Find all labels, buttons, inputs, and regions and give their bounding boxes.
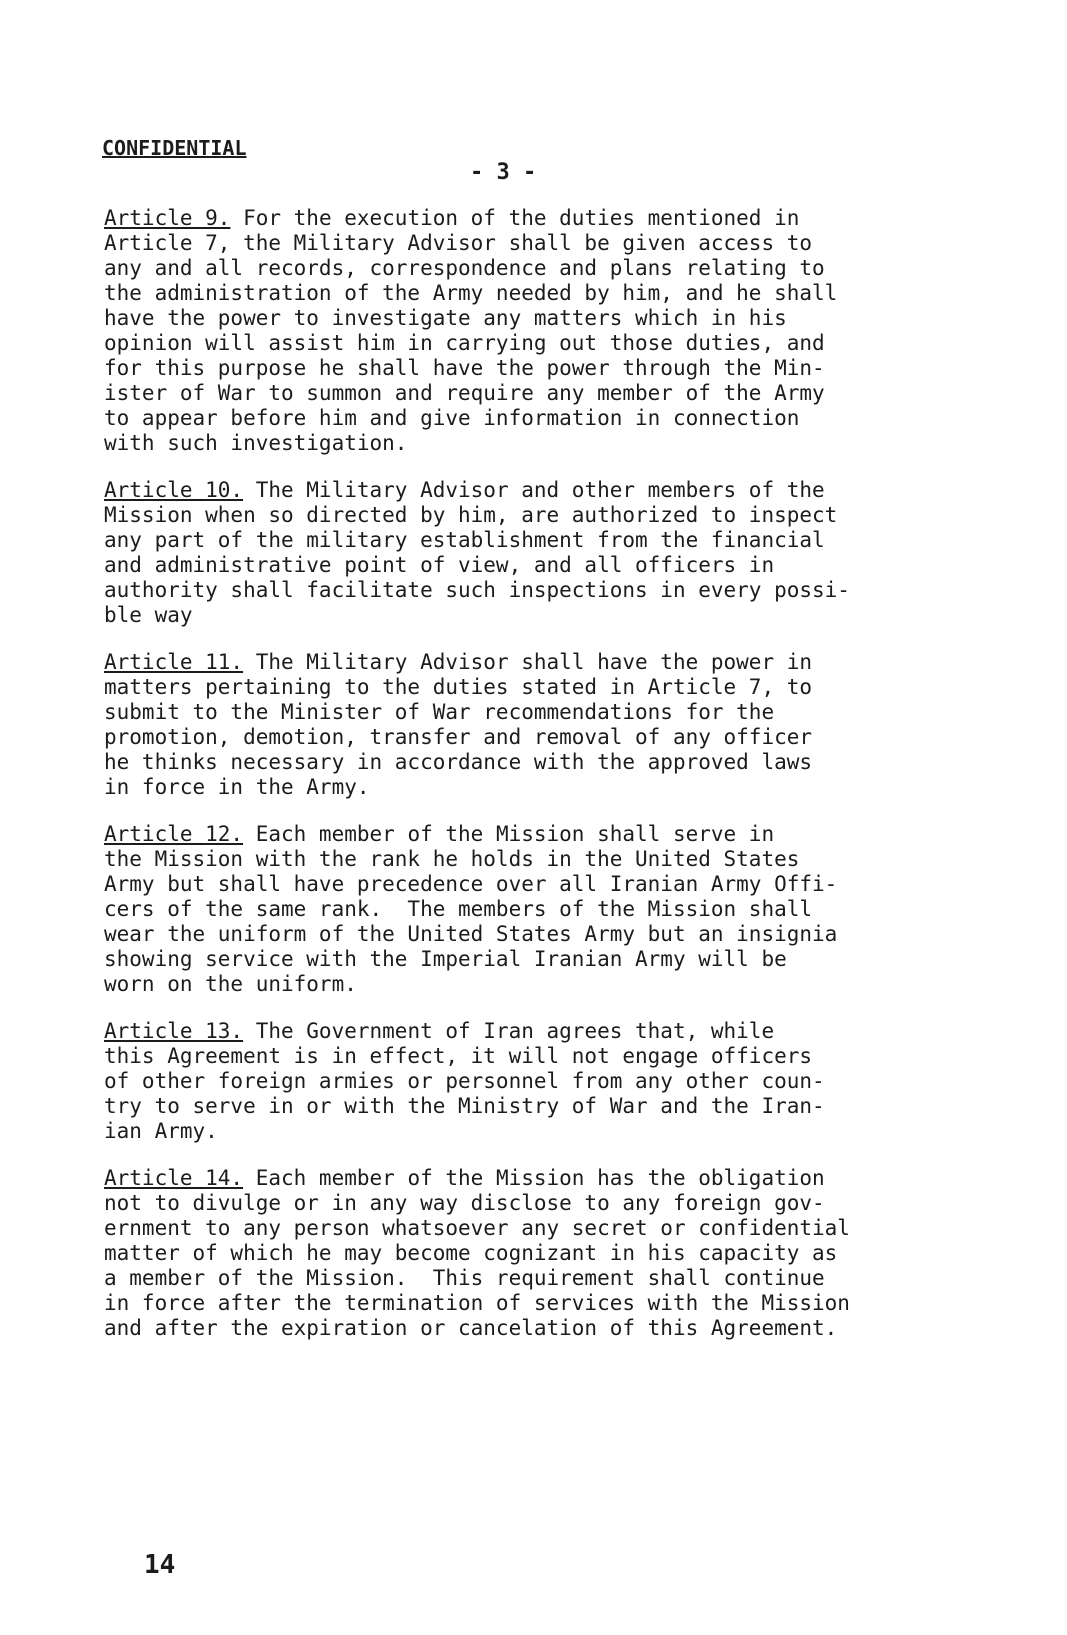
article-line: this Agreement is in effect, it will not engage officers bbox=[104, 1044, 813, 1068]
article-10 bbox=[104, 478, 1004, 628]
article-line bbox=[104, 478, 1004, 503]
article-line: not to divulge or in any way disclose to any foreign gov- bbox=[104, 1191, 825, 1215]
article-line: ian Army. bbox=[104, 1119, 218, 1143]
article-12 bbox=[104, 822, 1004, 997]
article-line: any and all records, correspondence and plans relating to bbox=[104, 256, 825, 280]
article-line bbox=[104, 206, 1004, 231]
article-line: the administration of the Army needed by him, and he shall bbox=[104, 281, 838, 305]
articles-section bbox=[104, 206, 1004, 1363]
article-line bbox=[104, 650, 1004, 675]
article-text: For the execution of the duties mentioned in bbox=[230, 206, 800, 230]
article-text: The Military Advisor shall have the power in bbox=[243, 650, 813, 674]
article-line: submit to the Minister of War recommendations for the bbox=[104, 700, 775, 724]
article-line: ernment to any person whatsoever any secret or confidential bbox=[104, 1216, 850, 1240]
article-heading: Article 10. bbox=[104, 478, 244, 502]
page-marker: - 3 - bbox=[470, 160, 537, 185]
article-line: ister of War to summon and require any member of the Army bbox=[104, 381, 825, 405]
article-line: of other foreign armies or personnel from any other coun- bbox=[104, 1069, 825, 1093]
page-number: 14 bbox=[144, 1550, 176, 1580]
article-line: showing service with the Imperial Iranian Army will be bbox=[104, 947, 787, 971]
article-line: ble way bbox=[104, 603, 193, 627]
article-line: to appear before him and give information in connection bbox=[104, 406, 800, 430]
article-line: try to serve in or with the Ministry of War and the Iran- bbox=[104, 1094, 825, 1118]
article-line: in force after the termination of services with the Mission bbox=[104, 1291, 850, 1315]
article-line bbox=[104, 1019, 1004, 1044]
article-11 bbox=[104, 650, 1004, 800]
article-14 bbox=[104, 1166, 1004, 1341]
article-heading: Article 13. bbox=[104, 1019, 244, 1043]
article-line: opinion will assist him in carrying out those duties, and bbox=[104, 331, 825, 355]
article-line: cers of the same rank. The members of the Mission shall bbox=[104, 897, 813, 921]
article-13 bbox=[104, 1019, 1004, 1144]
article-line: and administrative point of view, and all officers in bbox=[104, 553, 775, 577]
article-text: Each member of the Mission shall serve in bbox=[243, 822, 775, 846]
article-line: any part of the military establishment from the financial bbox=[104, 528, 825, 552]
classification-marking: CONFIDENTIAL bbox=[102, 136, 247, 160]
article-line: for this purpose he shall have the power through the Min- bbox=[104, 356, 825, 380]
article-line: wear the uniform of the United States Army but an insignia bbox=[104, 922, 838, 946]
article-text: The Government of Iran agrees that, while bbox=[243, 1019, 775, 1043]
article-9 bbox=[104, 206, 1004, 456]
article-line: the Mission with the rank he holds in the United States bbox=[104, 847, 800, 871]
article-text: Each member of the Mission has the obligation bbox=[243, 1166, 825, 1190]
article-heading: Article 11. bbox=[104, 650, 244, 674]
article-line: Article 7, the Military Advisor shall be given access to bbox=[104, 231, 813, 255]
article-line: and after the expiration or cancelation of this Agreement. bbox=[104, 1316, 838, 1340]
article-line: promotion, demotion, transfer and removal of any officer bbox=[104, 725, 813, 749]
article-line: authority shall facilitate such inspections in every possi- bbox=[104, 578, 850, 602]
article-heading: Article 12. bbox=[104, 822, 244, 846]
article-heading: Article 14. bbox=[104, 1166, 244, 1190]
article-line: matters pertaining to the duties stated in Article 7, to bbox=[104, 675, 813, 699]
article-line: have the power to investigate any matters which in his bbox=[104, 306, 787, 330]
article-line: a member of the Mission. This requirement shall continue bbox=[104, 1266, 825, 1290]
article-text: The Military Advisor and other members of the bbox=[243, 478, 825, 502]
article-line: with such investigation. bbox=[104, 431, 408, 455]
article-line: in force in the Army. bbox=[104, 775, 370, 799]
article-line: Army but shall have precedence over all Iranian Army Offi- bbox=[104, 872, 838, 896]
article-heading: Article 9. bbox=[104, 206, 231, 230]
article-line bbox=[104, 822, 1004, 847]
article-line: worn on the uniform. bbox=[104, 972, 357, 996]
article-line: matter of which he may become cognizant in his capacity as bbox=[104, 1241, 838, 1265]
article-line: he thinks necessary in accordance with the approved laws bbox=[104, 750, 813, 774]
article-line bbox=[104, 1166, 1004, 1191]
article-line: Mission when so directed by him, are authorized to inspect bbox=[104, 503, 838, 527]
